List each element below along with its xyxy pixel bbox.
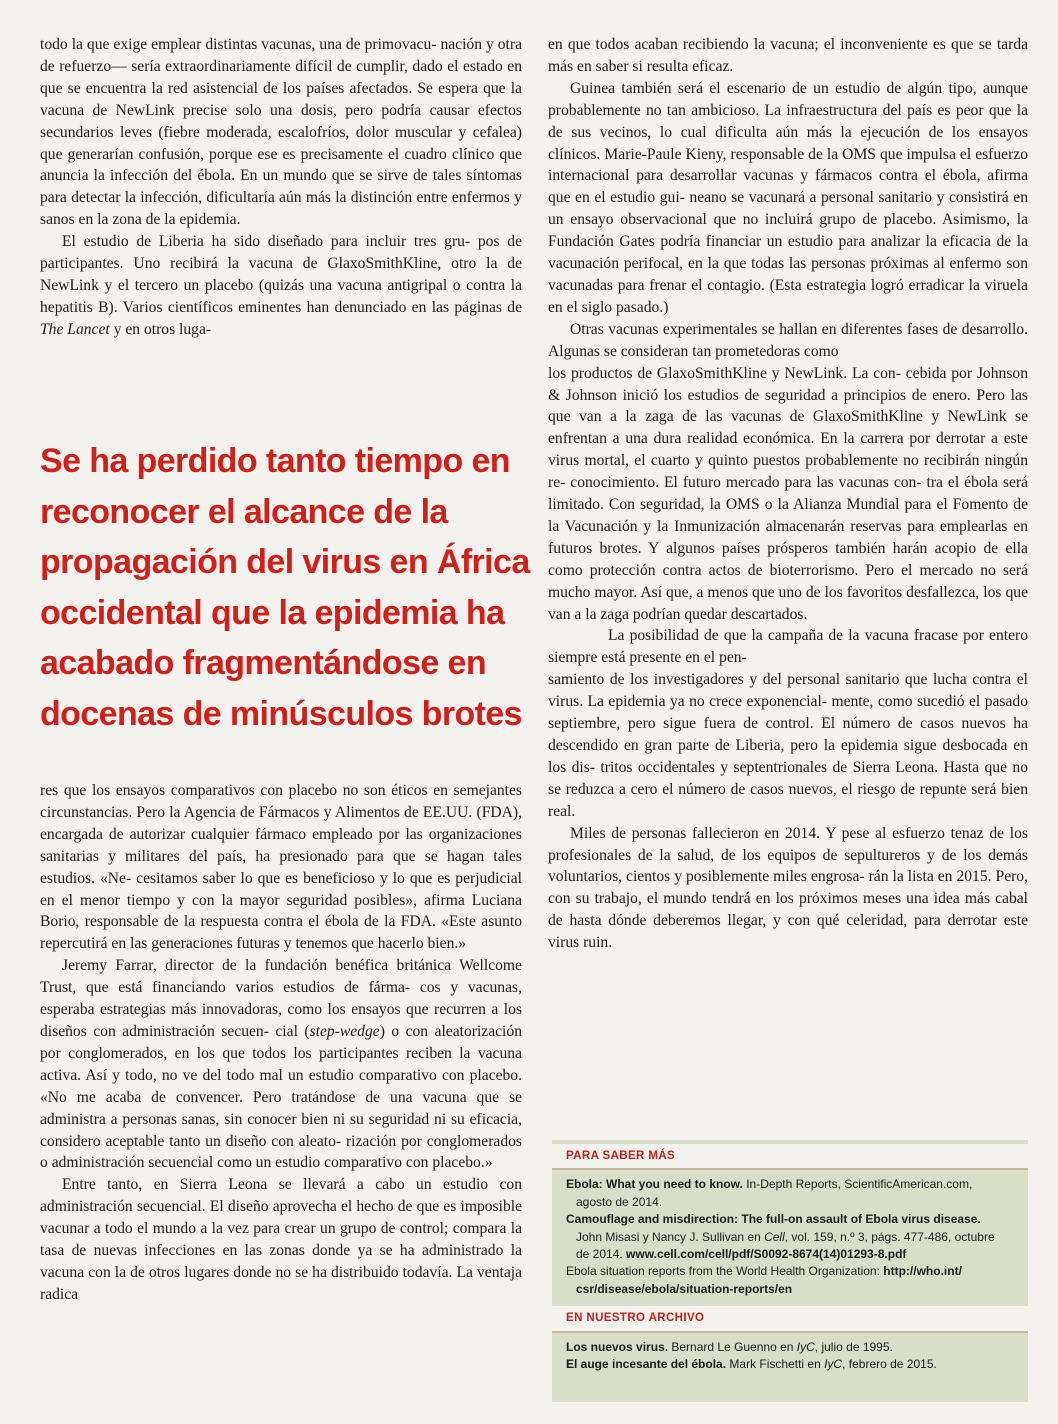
paragraph: Jeremy Farrar, director de la fundación benéfica británica Wellcome Trust, que está financiando varios estudios de fárma- cos y vacunas, esperaba estrategias más innovadoras, como los ensayos que recurren a los diseños con administración secuen- cial (step-wedge) o con aleatorización por conglomerados, en los que todos los participantes reciben la vacuna activa. Así y todo, no ve del todo mal un estudio comparativo con placebo. «No me acaba de convencer. Pero tratándose de una vacuna que se administra a personas sanas, sin conocer bien ni su seguridad ni su eficacia, considero aceptable tanto un diseño con aleato- rización por conglomerados o administración secuencial como un estudio comparativo con placebo.» [40, 957, 522, 1172]
left-column-bottom [40, 780, 522, 1306]
left-column-top [40, 34, 522, 341]
paragraph: Miles de personas fallecieron en 2014. Y pese al esfuerzo tenaz de los profesionales de la salud, de los equipos de sepultureros y de los demás voluntarios, cientos y posiblemente miles engrosa- rán la lista en 2015. Pero, con su trabajo, el mundo tendrá en los próximos meses una idea más cabal de hasta dónde deberemos llegar, y con qué celeridad, para derrotar este virus ruin. [548, 824, 1029, 952]
reference-link[interactable]: www.cell.com/cell/pdf/S0092-8674(14)01293-8.pdf [626, 1247, 907, 1262]
right-column [548, 34, 1028, 954]
section-header-archive: EN NUESTRO ARCHIVO [552, 1306, 1028, 1330]
archive-item: Los nuevos virus. Bernard Le Guenno en IyC, julio de 1995. [566, 1339, 893, 1354]
reference-item: Ebola: What you need to know. In-Depth Reports, ScientificAmerican.com, agosto de 2014. [566, 1177, 973, 1209]
paragraph: res que los ensayos comparativos con placebo no son éticos en semejantes circunstancias. Pero la Agencia de Fármacos y Alimentos de EE.UU. (FDA), encargada de autorizar cualquier fármaco empleado por las organizaciones sanitarias y militares del país, ha presionado para que se hagan tales estudios. «Ne- cesitamos saber lo que es beneficioso y lo que es perjudicial en el menor tiempo y con la mayor seguridad posibles», afirma Luciana Borio, responsable de la respuesta contra el ébola de la FDA. «Este asunto repercutirá en las generaciones futuras y tenemos que hacerlo bien.» [40, 782, 522, 953]
journal-title: The Lancet [40, 320, 110, 338]
section-header-further-reading: PARA SABER MÁS [552, 1144, 1028, 1168]
reference-link[interactable]: http://who.int/ [883, 1264, 962, 1279]
archive-item: El auge incesante del ébola. Mark Fischetti en IyC, febrero de 2015. [566, 1357, 937, 1372]
paragraph: en que todos acaban recibiendo la vacuna; el inconveniente es que se tarda más en saber si resulta eficaz. [548, 36, 1028, 75]
paragraph-continued: los productos de GlaxoSmithKline y NewLink. La con- cebida por Johnson & Johnson inició los estudios de seguridad a principios de enero. Pero las que van a la zaga de las vacunas de GlaxoSmithKline y NewLink se enfrentan a una dura realidad económica. En la carrera por derrotar a este virus mortal, el cuarto y quinto puestos probablemente no recibirán ningún re- conocimiento. El futuro mercado para las vacunas con- tra el ébola será limitado. Con seguridad, la OMS o la Alianza Mundial para el Fomento de la Vacunación y la Inmunización almacenarán reservas para emplearlas en futuros brotes. Y algunos países prósperos también harán acopio de ella como protección contra actos de bioterrorismo. Pero el mercado no será mucho mayor. Así que, a menos que uno de los favoritos desfallezca, los que van a la zaga podrían quedar descartados. [548, 364, 1028, 623]
paragraph: La posibilidad de que la campaña de la vacuna fracase por entero siempre está presente en el pen- [548, 627, 1028, 667]
paragraph: Entre tanto, en Sierra Leona se llevará a cabo un estudio con administración secuencial. El diseño aprovecha el hecho de que es imposible vacunar a todo el mundo a la vez para crear un grupo de control; compara la tasa de nuevas infecciones en las zonas donde ya se ha administrado la vacuna con la de otros lugares donde no se ha distribuido todavía. La ventaja radica [40, 1176, 523, 1303]
paragraph-continued: samiento de los investigadores y del personal sanitario que lucha contra el virus. La epidemia ya no crece exponencial- mente, como sucedió el pasado septiembre, pero sigue fuera de control. El número de casos nuevos ha descendido en gran parte de Liberia, pero la epidemia sigue desbocada en los dis- tritos occidentales y septentrionales de Sierra Leona. Hasta que no se reduzca a cero el número de casos nuevos, el riesgo de repunte será bien real. [548, 671, 1028, 820]
pull-quote: Se ha perdido tanto tiempo en reconocer el alcance de la propagación del virus en África occidental que la epidemia ha acabado fragmentándose en docenas de minúsculos brotes [40, 442, 530, 733]
term-italic: step-wedge [309, 1022, 380, 1040]
paragraph: Guinea también será el escenario de un estudio de algún tipo, aunque probablemente no tan ambicioso. La infraestructura del país es peor que la de sus vecinos, lo cual dificulta aún más la ejecución de los ensayos clínicos. Marie-Paule Kieny, responsable de la OMS que impulsa el esfuerzo internacional para desarrollar vacunas y fármacos contra el ébola, afirma que en el estudio gui- neano se vacunará a personal sanitario y consistirá en un ensayo observacional que no incluirá grupo de placebo. Asimismo, la Fundación Gates podría financiar un estudio para analizar la eficacia de la vacunación perifocal, en la que todas las personas próximas al enfermo son vacunadas para frenar el contagio. (Esta estrategia logró erradicar la viruela en el siglo pasado.) [548, 79, 1029, 316]
paragraph: Otras vacunas experimentales se hallan en diferentes fases de desarrollo. Algunas se consideran tan prometedoras como [548, 320, 1028, 360]
reference-item: Ebola situation reports from the World Health Organization: http://who.int/ csr/disease/ebola/situation-reports/en [566, 1264, 962, 1296]
reference-item: Camouflage and misdirection: The full-on assault of Ebola virus disease. John Misasi y Nancy J. Sullivan en Cell, vol. 159, n.º 3, págs. 477-486, octubre de 2014. www.cell.com/cell/pdf/S0092-8674(14)01293-8.pdf [566, 1212, 995, 1262]
paragraph: El estudio de Liberia ha sido diseñado para incluir tres gru- pos de participantes. Uno recibirá la vacuna de GlaxoSmithKline, otro la de NewLink y el tercero un placebo (quizás una vacuna antigripal o contra la hepatitis B). Varios científicos eminentes han denunciado en las páginas de The Lancet y en otros luga- [40, 233, 523, 338]
paragraph: todo la que exige emplear distintas vacunas, una de primovacu- nación y otra de refuerzo— sería extraordinariamente difícil de cumplir, dado el estado en que se encuentra la red asistencial de los países afectados. Se espera que la vacuna de NewLink precise solo una dosis, pero podría causar efectos secundarios leves (fiebre moderada, escalofríos, dolor muscular y cefalea) que generarían confusión, porque ese es precisamente el cuadro clínico que anuncia la infección del ébola. En un mundo que se sirve de tales síntomas para detectar la infección, dificultaría aún más la distinción entre enfermos y sanos en la zona de la epidemia. [40, 36, 523, 229]
references-box [552, 1140, 1028, 1402]
